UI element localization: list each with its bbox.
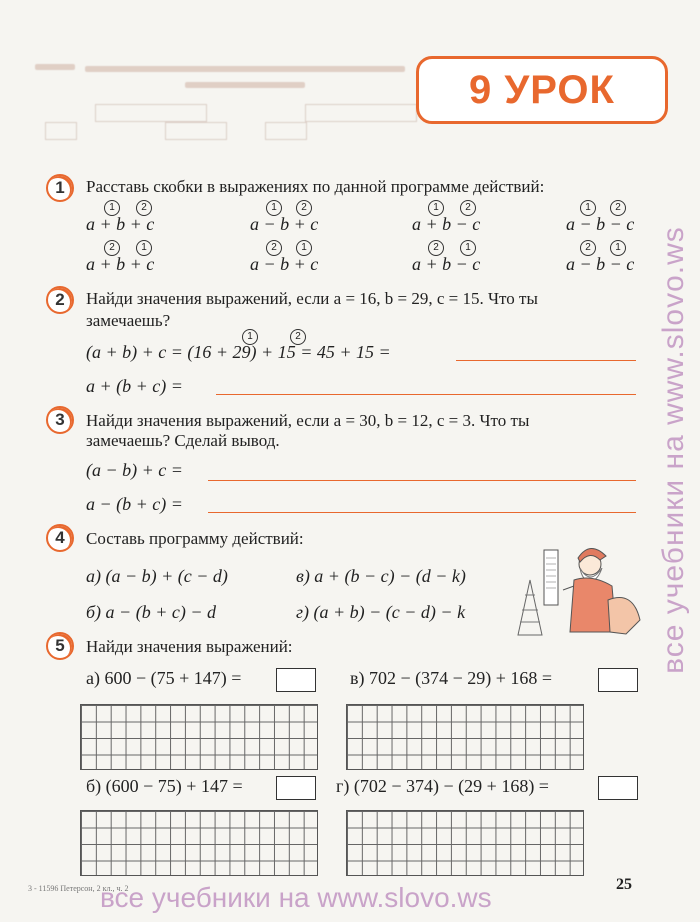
task-1-expr-6: a − b + c (250, 254, 319, 274)
task-2-expression-2: a + (b + c) = (86, 376, 183, 396)
step-marker: 2 (610, 200, 626, 216)
task-1-expr-1: a + b + c (86, 214, 155, 234)
answer-box[interactable] (276, 668, 316, 692)
bleed-through-text (35, 60, 415, 150)
task-5-b: б) (600 − 75) + 147 = (86, 776, 243, 796)
task-2-text-line-1: Найди значения выражений, если a = 16, b = 29, c = 15. Что ты (86, 289, 538, 308)
task-5-g: г) (702 − 374) − (29 + 168) = (336, 776, 549, 796)
step-marker: 2 (580, 240, 596, 256)
task-1-expr-7: a + b − c (412, 254, 481, 274)
task-5-text: Найди значения выражений: (86, 637, 293, 656)
step-marker: 2 (460, 200, 476, 216)
santa-illustration (508, 540, 643, 640)
watermark-text: все учебники на www.slovo.ws (657, 226, 690, 674)
bottom-watermark: все учебники на www.slovo.ws (100, 882, 492, 913)
task-3-expression-1: (a − b) + c = (86, 460, 183, 480)
task-3-expression-2: a − (b + c) = (86, 494, 183, 514)
step-marker: 1 (610, 240, 626, 256)
step-marker: 1 (460, 240, 476, 256)
answer-line[interactable] (456, 360, 636, 361)
calculation-grid[interactable] (346, 704, 584, 770)
answer-box[interactable] (598, 668, 638, 692)
task-5-number: 5 (46, 632, 74, 660)
task-1-expr-4: a − b − c (566, 214, 635, 234)
task-1-expr-5: a + b + c (86, 254, 155, 274)
answer-box[interactable] (276, 776, 316, 800)
step-marker: 1 (242, 329, 258, 345)
task-4-g: г) (a + b) − (c − d) − k (296, 602, 466, 622)
step-marker: 1 (104, 200, 120, 216)
step-marker: 2 (290, 329, 306, 345)
task-4-number: 4 (46, 524, 74, 552)
task-2-text-line-2: замечаешь? (86, 311, 171, 330)
step-marker: 1 (580, 200, 596, 216)
page-number: 25 (616, 876, 632, 893)
task-1-expr-3: a + b − c (412, 214, 481, 234)
task-4-b: б) a − (b + c) − d (86, 602, 216, 622)
answer-line[interactable] (216, 394, 636, 395)
task-3-text-line-1: Найди значения выражений, если a = 30, b = 12, c = 3. Что ты (86, 411, 530, 430)
footer-note: 3 - 11596 Петерсон, 2 кл., ч. 2 (28, 884, 129, 893)
lesson-title-badge (416, 56, 668, 124)
step-marker: 1 (266, 200, 282, 216)
task-1-text: Расставь скобки в выражениях по данной программе действий: (86, 177, 545, 196)
answer-line[interactable] (208, 512, 636, 513)
task-1-expr-8: a − b − c (566, 254, 635, 274)
step-marker: 1 (428, 200, 444, 216)
step-marker: 2 (136, 200, 152, 216)
calculation-grid[interactable] (80, 704, 318, 770)
answer-box[interactable] (598, 776, 638, 800)
step-marker: 2 (266, 240, 282, 256)
step-marker: 1 (136, 240, 152, 256)
task-5-a: а) 600 − (75 + 147) = (86, 668, 242, 688)
step-marker: 1 (296, 240, 312, 256)
vertical-watermark (654, 130, 694, 770)
task-1-number: 1 (46, 174, 74, 202)
task-3-text-line-2: замечаешь? Сделай вывод. (86, 431, 280, 450)
step-marker: 2 (296, 200, 312, 216)
task-4-text: Составь программу действий: (86, 529, 304, 548)
task-2-expression-1: (a + b) + c = (16 + 29) + 15 = 45 + 15 = (86, 342, 391, 362)
task-5-v: в) 702 − (374 − 29) + 168 = (350, 668, 553, 688)
task-4-v: в) a + (b − c) − (d − k) (296, 566, 466, 586)
lesson-title: 9 УРОК (469, 67, 615, 112)
answer-line[interactable] (208, 480, 636, 481)
step-marker: 2 (104, 240, 120, 256)
step-marker: 2 (428, 240, 444, 256)
task-3-number: 3 (46, 406, 74, 434)
calculation-grid[interactable] (346, 810, 584, 876)
task-1-expr-2: a − b + c (250, 214, 319, 234)
calculation-grid[interactable] (80, 810, 318, 876)
task-2-number: 2 (46, 286, 74, 314)
task-4-a: а) (a − b) + (c − d) (86, 566, 228, 586)
